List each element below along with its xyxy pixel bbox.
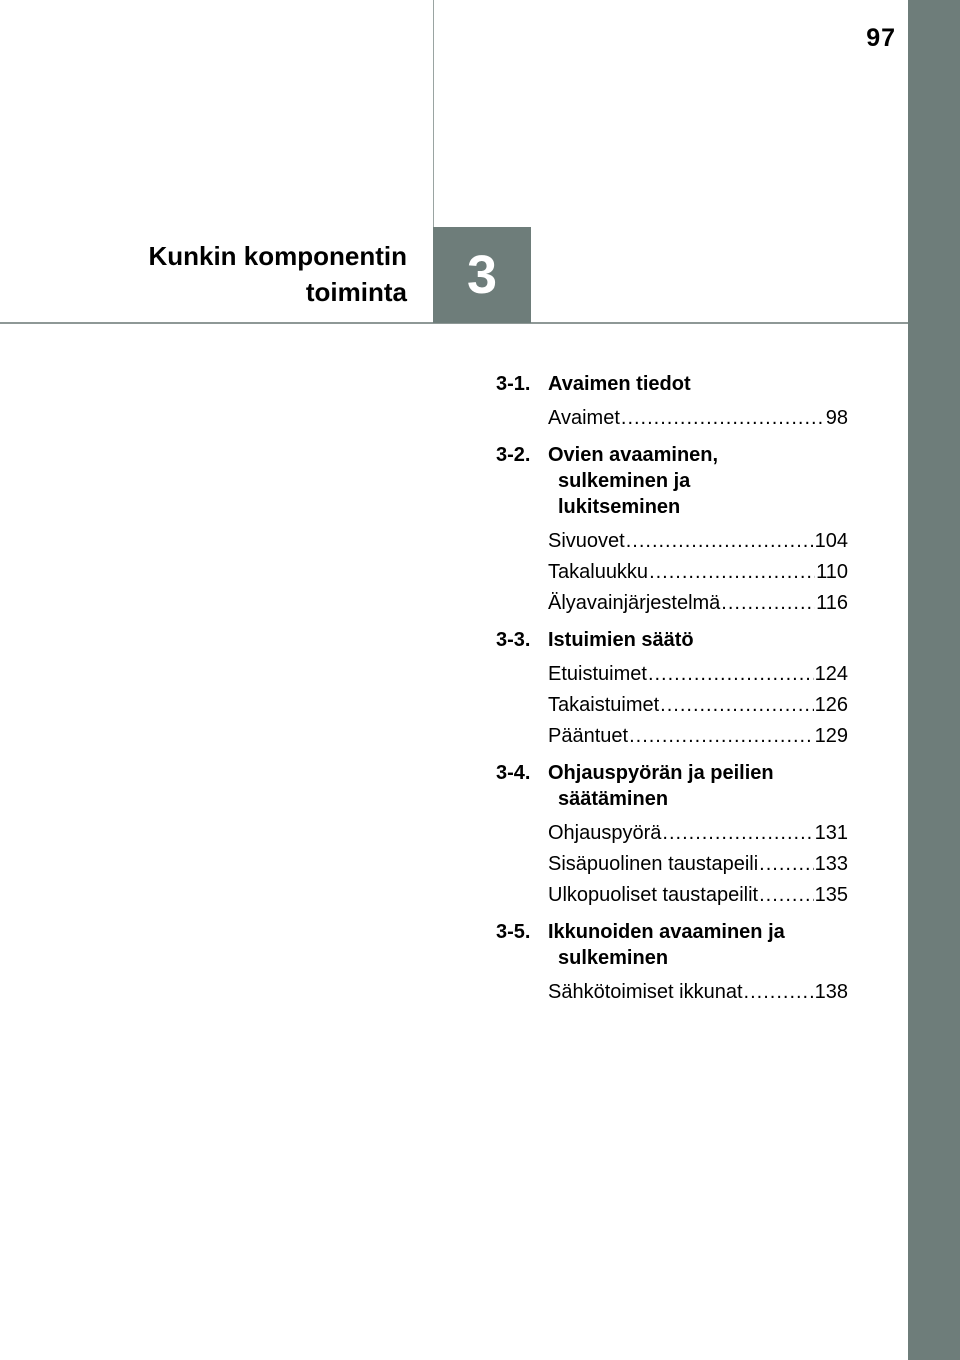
entry-label: Sisäpuolinen taustapeili <box>548 853 759 875</box>
entry-page: 138 <box>814 981 848 1003</box>
toc-section-heading <box>496 625 848 653</box>
section-number: 3-5. <box>496 921 531 943</box>
section-number: 3-4. <box>496 762 531 784</box>
toc-section-heading <box>496 758 848 812</box>
chapter-title-line: Kunkin komponentin <box>148 241 407 271</box>
dot-leader <box>660 690 813 721</box>
toc-entry-etuistuimet[interactable] <box>548 659 848 690</box>
section-title-line: Ikkunoiden avaaminen ja <box>548 921 785 943</box>
toc-entry-takaistuimet[interactable] <box>548 690 848 721</box>
toc-entry-avaimet[interactable] <box>548 403 848 434</box>
toc-entry-paantuet[interactable] <box>548 721 848 752</box>
toc-section <box>496 440 848 619</box>
toc-entry-ohjauspyora[interactable] <box>548 818 848 849</box>
entry-page: 104 <box>814 530 848 552</box>
toc-entry-takaluukku[interactable] <box>548 557 848 588</box>
section-title-line: säätäminen <box>558 788 669 810</box>
section-title-line: Avaimen tiedot <box>548 373 691 395</box>
entry-page: 133 <box>814 853 848 875</box>
dot-leader <box>621 403 825 434</box>
chapter-number: 3 <box>466 245 498 305</box>
entry-page: 116 <box>816 592 848 614</box>
dot-leader <box>649 557 815 588</box>
section-number: 3-3. <box>496 629 531 651</box>
toc-section-heading <box>496 440 848 520</box>
entry-page: 126 <box>814 694 848 716</box>
section-title-line: sulkeminen <box>558 947 669 969</box>
toc-entry-sahkotoimiset-ikkunat[interactable] <box>548 977 848 1008</box>
section-title <box>548 760 848 812</box>
section-title <box>548 442 848 520</box>
section-title <box>548 919 848 971</box>
entry-label: Avaimet <box>548 407 620 429</box>
section-number: 3-1. <box>496 373 531 395</box>
entry-label: Pääntuet <box>548 725 629 747</box>
entry-page: 135 <box>814 884 848 906</box>
page-number: 97 <box>866 24 896 52</box>
toc-section <box>496 369 848 434</box>
section-title <box>548 627 848 653</box>
section-title-line: Ohjauspyörän ja peilien <box>548 762 774 784</box>
section-number: 3-2. <box>496 444 531 466</box>
entry-page: 124 <box>814 663 848 685</box>
entry-page: 110 <box>816 561 848 583</box>
entry-label: Sivuovet <box>548 530 625 552</box>
dot-leader <box>744 977 814 1008</box>
dot-leader <box>648 659 814 690</box>
dot-leader <box>662 818 813 849</box>
toc-section <box>496 758 848 911</box>
dot-leader <box>629 721 814 752</box>
entry-page: 98 <box>825 407 848 429</box>
toc-section-heading <box>496 917 848 971</box>
toc-entry-ulkopuoliset-taustapeilit[interactable] <box>548 880 848 911</box>
entry-label: Takaistuimet <box>548 694 660 716</box>
section-title-line: Istuimien säätö <box>548 629 694 651</box>
chapter-number-box <box>433 227 531 323</box>
toc-section-heading <box>496 369 848 397</box>
dot-leader <box>721 588 815 619</box>
entry-label: Sähkötoimiset ikkunat <box>548 981 743 1003</box>
entry-page: 129 <box>814 725 848 747</box>
dot-leader <box>626 526 814 557</box>
dot-leader <box>759 880 814 911</box>
dot-leader <box>759 849 813 880</box>
section-title <box>548 371 848 397</box>
chapter-title <box>148 238 407 310</box>
entry-label: Etuistuimet <box>548 663 647 685</box>
toc-section <box>496 917 848 1008</box>
table-of-contents <box>496 369 848 1014</box>
toc-entry-sivuovet[interactable] <box>548 526 848 557</box>
section-title-line: Ovien avaaminen, <box>548 444 719 466</box>
toc-entry-sisapuolinen-taustapeili[interactable] <box>548 849 848 880</box>
entry-label: Takaluukku <box>548 561 649 583</box>
entry-label: Ulkopuoliset taustapeilit <box>548 884 759 906</box>
side-tab-strip <box>908 0 960 1360</box>
chapter-title-line: toiminta <box>305 277 407 307</box>
entry-label: Älyavainjärjestelmä <box>548 592 721 614</box>
entry-label: Ohjauspyörä <box>548 822 662 844</box>
toc-entry-alyavainjarjestelma[interactable] <box>548 588 848 619</box>
section-title-line: sulkeminen ja <box>558 470 691 492</box>
section-title-line: lukitseminen <box>558 496 681 518</box>
entry-page: 131 <box>814 822 848 844</box>
toc-section <box>496 625 848 752</box>
header-vertical-rule <box>433 0 434 228</box>
